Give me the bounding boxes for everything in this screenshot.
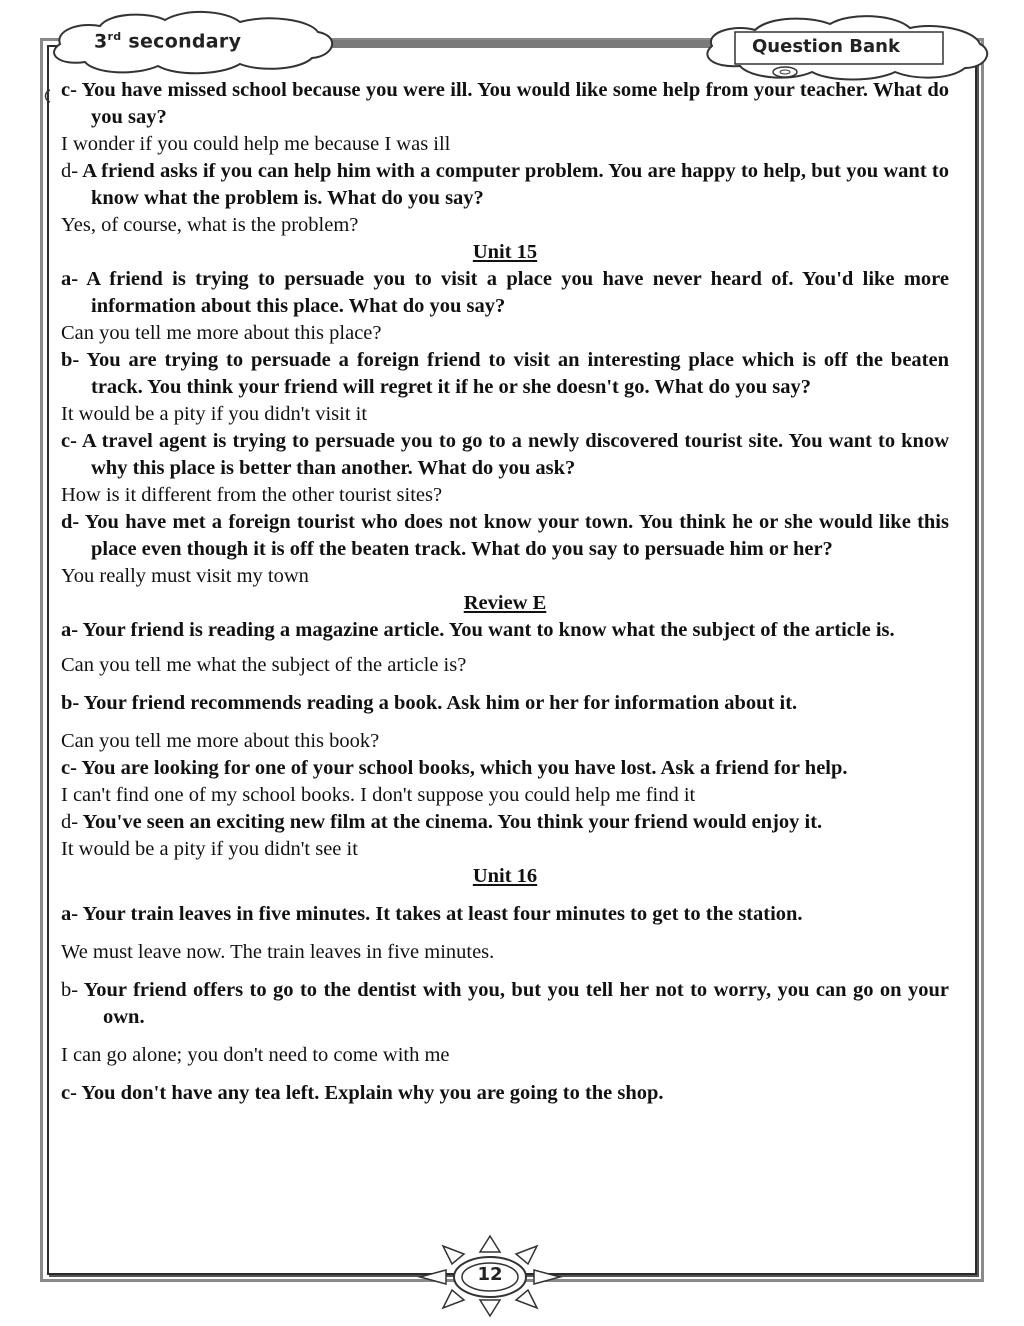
question-item [61, 77, 949, 131]
question-text: You are looking for one of your school books, which you have lost. Ask a friend for help. [81, 757, 848, 779]
question-text: A friend is trying to persuade you to visit a place you have never heard of. You'd like more information about this place. What do you say? [86, 268, 949, 317]
answer-text: I wonder if you could help me because I was ill [61, 133, 451, 155]
question-text: You have missed school because you were ill. You would like some help from your teacher. What do you say? [81, 79, 949, 128]
question-text: Your friend recommends reading a book. Ask him or her for information about it. [83, 692, 798, 714]
answer-text: Can you tell me what the subject of the article is? [61, 654, 467, 676]
question-item [61, 428, 949, 482]
question-item [61, 266, 949, 320]
question-label: a- [61, 619, 79, 641]
answer-text: You really must visit my town [61, 565, 309, 587]
question-item [61, 347, 949, 401]
question-text: A friend asks if you can help him with a computer problem. You are happy to help, but you want to know what the problem is. What do you say? [82, 160, 949, 209]
question-label: b- [61, 692, 80, 714]
answer-text: It would be a pity if you didn't visit it [61, 403, 368, 425]
question-item [61, 977, 949, 1031]
question-item [61, 755, 949, 782]
question-text: Your train leaves in five minutes. It takes at least four minutes to get to the station. [82, 903, 803, 925]
answer-text: Yes, of course, what is the problem? [61, 214, 359, 236]
question-label: d- [61, 160, 79, 182]
grade-number: 3 [94, 30, 108, 53]
question-label: c- [61, 757, 77, 779]
question-text: You don't have any tea left. Explain why you are going to the shop. [81, 1082, 664, 1104]
question-item [61, 901, 949, 928]
answer-text: Can you tell me more about this book? [61, 730, 380, 752]
answer-text: How is it different from the other tourist sites? [61, 484, 443, 506]
question-label: c- [61, 430, 77, 452]
question-item [61, 617, 949, 644]
question-text: You are trying to persuade a foreign friend to visit an interesting place which is off the beaten track. You think your friend will regret it if he or she doesn't go. What do you say? [86, 349, 949, 398]
grade-suffix: rd [107, 30, 122, 43]
answer-text: It would be a pity if you didn't see it [61, 838, 358, 860]
header-bar [320, 40, 720, 48]
question-item [61, 690, 949, 717]
question-item [61, 509, 949, 563]
page-number: 12 [477, 1264, 503, 1285]
answer-text: I can't find one of my school books. I don't suppose you could help me find it [61, 784, 696, 806]
question-label: c- [61, 1082, 77, 1104]
ornament-swirl-left [46, 90, 51, 102]
question-label: a- [61, 268, 79, 290]
section-heading: Unit 16 [472, 865, 538, 887]
question-item [61, 1080, 949, 1107]
header-grade-label [94, 30, 241, 52]
grade-text: secondary [121, 30, 242, 53]
answer-text: We must leave now. The train leaves in five minutes. [61, 941, 495, 963]
question-text: A travel agent is trying to persuade you to go to a newly discovered tourist site. You want to know why this place is better than another. What do you ask? [81, 430, 949, 479]
answer-text: Can you tell me more about this place? [61, 322, 382, 344]
header-title-label: Question Bank [752, 36, 900, 57]
question-label: b- [61, 979, 79, 1001]
question-item [61, 809, 949, 836]
question-label: d- [61, 811, 79, 833]
question-text: Your friend offers to go to the dentist with you, but you tell her not to worry, you can go on your own. [83, 979, 949, 1028]
question-label: c- [61, 79, 77, 101]
question-text: You have met a foreign tourist who does not know your town. You think he or she would like this place even though it is off the beaten track. What do you say to persuade him or her? [84, 511, 949, 560]
answer-text: I can go alone; you don't need to come with me [61, 1044, 450, 1066]
question-list [61, 77, 949, 1107]
question-text: Your friend is reading a magazine article. You want to know what the subject of the article is. [82, 619, 895, 641]
question-label: b- [61, 349, 80, 371]
question-label: d- [61, 511, 80, 533]
question-item [61, 158, 949, 212]
question-label: a- [61, 903, 79, 925]
section-heading: Unit 15 [472, 241, 538, 263]
section-heading: Review E [463, 592, 547, 614]
question-text: You've seen an exciting new film at the cinema. You think your friend would enjoy it. [82, 811, 823, 833]
